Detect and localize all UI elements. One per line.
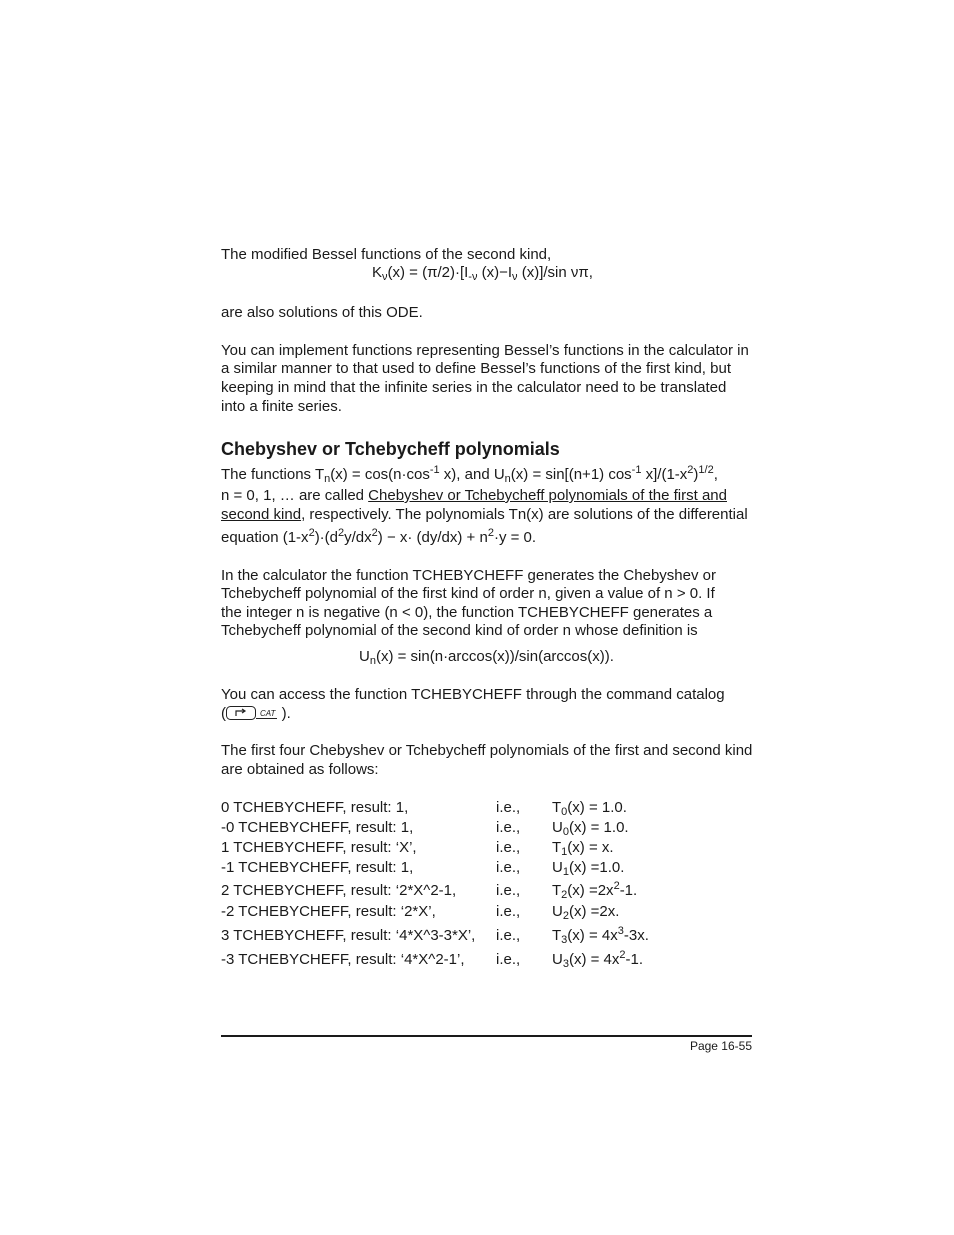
- paragraph-first-four-line: are obtained as follows:: [221, 761, 379, 778]
- paragraph-calculator-line: the integer n is negative (n < 0), the function TCHEBYCHEFF generates a: [221, 604, 713, 621]
- paragraph-calculator-line: In the calculator the function TCHEBYCHEFF generates the Chebyshev or: [221, 567, 716, 584]
- hyperlink-chebyshev-polynomials[interactable]: Chebyshev or Tchebycheff polynomials of the first and: [368, 487, 727, 504]
- paragraph-implement-line: into a finite series.: [221, 398, 342, 415]
- right-shift-key-icon: [226, 706, 256, 725]
- paragraph-chebyshev-definition: The functions $T_n(x) = \cos(n\cdot\cos^{-1}$ x), and $U_n(x) = \sin[(n+1)$ $\cos^{-1} x]/(1-x^2)^{1/2}$,: [221, 464, 718, 485]
- footer-divider: [221, 1035, 752, 1037]
- formula-un-definition: $U_n(x) = \sin(n\cdot\arccos(x))/\sin(\arccos(x))$.: [359, 648, 614, 667]
- section-heading: Chebyshev or Tchebycheff polynomials: [221, 439, 560, 459]
- hyperlink-second-kind[interactable]: second kind: [221, 506, 302, 523]
- formula-modified-bessel-k: $K_\nu(x) = (\pi/2)\cdot[I_{-\nu}$ $(x)-I_\nu$ (x)]/sin νπ,: [372, 264, 593, 283]
- paragraph-implement-line: keeping in mind that the infinite series in the calculator need to be translated: [221, 379, 727, 396]
- paragraph-chebyshev-line2: n = 0, 1, … are called Chebyshev or Tchebycheff polynomials of the first and: [221, 487, 727, 504]
- paragraph-first-four-line: The first four Chebyshev or Tchebycheff polynomials of the first and second kind: [221, 742, 753, 759]
- paragraph-catalog-access: You can access the function TCHEBYCHEFF through the command catalog: [221, 686, 725, 703]
- paragraph-ode-solutions: are also solutions of this ODE.: [221, 304, 423, 321]
- paragraph-implement-line: a similar manner to that used to define Bessel’s functions of the first kind, but: [221, 360, 731, 377]
- page-number: Page 16-55: [689, 1039, 752, 1053]
- paragraph-calculator-line: Tchebycheff polynomial of the second kind of order n whose definition is: [221, 622, 698, 639]
- document-page: The modified Bessel functions of the second kind, $K_\nu(x) = (\pi/2)\cdot[I_{-\nu}$ $(x)-I_\nu$ (x)]/sin νπ, are also solutions of this ODE. You can implement functions representing Bessel’s functions in the calculator in a similar manner to that used to define Bessel’s functions of the first kind, but keeping in mind that the infinite series in the calculator need to be translated into a finite series. Chebyshev or Tchebycheff polynomials The functions $T_n(x) = \cos(n\cdot\cos^{-1}$ x), and $U_n(x) = \sin[(n+1)$ $\cos^{-1} x]/(1-x^2)^{1/2}$, n = 0, 1, … are called Chebyshev or Tchebycheff polynomials of the first and second kind, respectively. The polynomials Tn(x) are solutions of the differential equation $(1-x^2)\cdot(d^2y/dx^2) - x\cdot (dy/dx) + n^2\cdot y = 0$. In the calculator the function TCHEBYCHEFF generates the Chebyshev or Tchebycheff polynomial of the first kind of order n, given a value of n > 0. If the integer n is negative (n < 0), the function TCHEBYCHEFF generates a Tchebycheff polynomial of the second kind of order n whose definition is $U_n(x) = \sin(n\cdot\arccos(x))/\sin(\arccos(x))$. You can access the function TCHEBYCHEFF through the command catalog ( CAT ). The first four Chebyshev or Tchebycheff polynomials of the first and second kind are obtained as follows: 0 TCHEBYCHEFF, result: 1, i.e., $T_0(x) = 1.0$. -0 TCHEBYCHEFF, result: 1, i.e., $U_0(x) = 1.0$. 1 TCHEBYCHEFF, result: ‘X’, i.e., $T_1(x) = x$. -1 TCHEBYCHEFF, result: 1, i.e., $U_1(x) =1.0$. 2 TCHEBYCHEFF, result: ‘2*X^2-1, i.e., $T_2(x) =2x^2-1$. -2 TCHEBYCHEFF, result: ‘2*X’, i.e., $U_2(x) =2x$. 3 TCHEBYCHEFF, result: ‘4*X^3-3*X’, i.e., $T_3(x) = 4x^3-3x$. -3 TCHEBYCHEFF, result: ‘4*X^2-1’, i.e., $U_3(x) = 4x^2-1$. Page 16-55: [221, 246, 753, 1053]
- paragraph-calculator-line: Tchebycheff polynomial of the first kind of order n, given a value of n > 0. If: [221, 585, 715, 602]
- paragraph-catalog-keys: ( CAT ).: [221, 704, 291, 725]
- paragraph-chebyshev-line3: second kind, respectively. The polynomials Tn(x) are solutions of the differential: [221, 506, 748, 523]
- formula-differential-equation: equation $(1-x^2)\cdot(d^2y/dx^2) - x\cdot (dy/dx) + n^2\cdot y = 0$.: [221, 527, 537, 546]
- paragraph-implement-line: You can implement functions representing Bessel’s functions in the calculator in: [221, 342, 749, 359]
- cat-key-label: CAT: [256, 709, 277, 719]
- paragraph-bessel-intro: The modified Bessel functions of the second kind,: [221, 246, 552, 263]
